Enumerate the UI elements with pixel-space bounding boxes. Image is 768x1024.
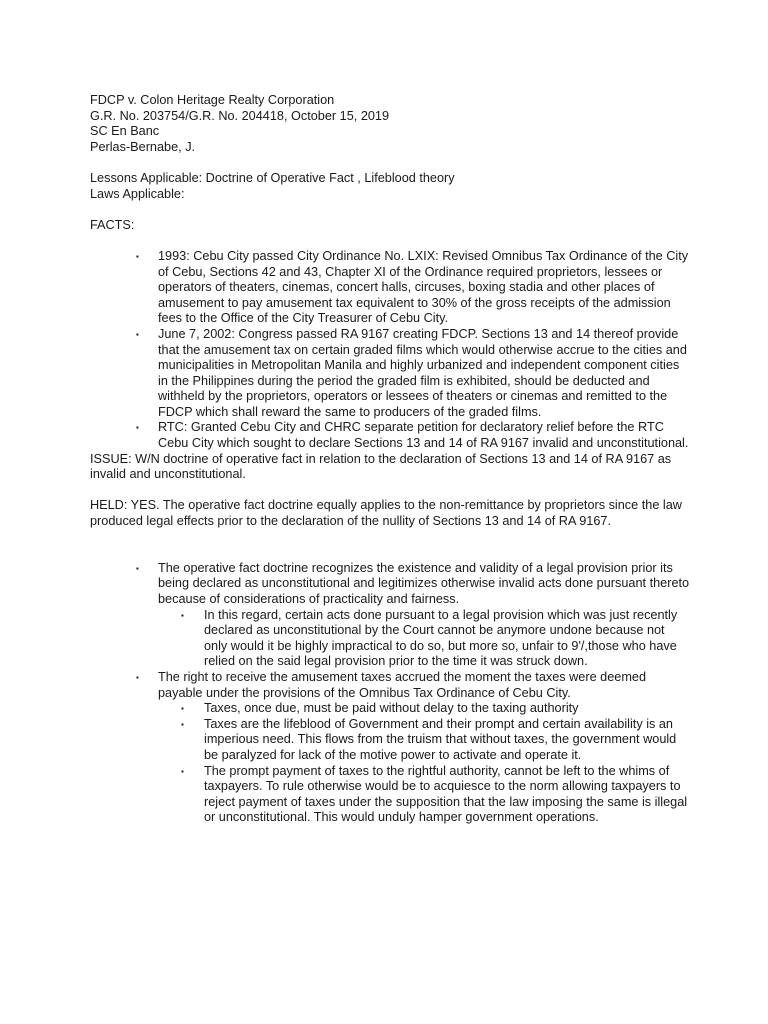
gr-number: G.R. No. 203754/G.R. No. 204418, October 15, 2019 bbox=[90, 108, 390, 123]
ratio-text: The operative fact doctrine recognizes the existence and validity of a legal provision prior its being declared as unconstitutional and legitimizes otherwise invalid acts done pursuant thereto because of considerations of practicality and fairness. bbox=[158, 560, 690, 606]
ratio-sublist bbox=[158, 701, 690, 826]
bullet-icon: ▪ bbox=[136, 251, 139, 261]
spacer bbox=[90, 233, 690, 249]
bullet-icon: ▪ bbox=[136, 672, 139, 682]
issue-paragraph: ISSUE: W/N doctrine of operative fact in relation to the declaration of Sections 13 and 14 of RA 9167 as invalid and unconstitutional. bbox=[90, 451, 672, 482]
ratio-subitem bbox=[158, 717, 690, 764]
spacer bbox=[90, 545, 690, 561]
laws-applicable: Laws Applicable: bbox=[90, 186, 185, 201]
bullet-icon: ▪ bbox=[136, 329, 139, 339]
bullet-icon: ▪ bbox=[181, 704, 184, 714]
spacer bbox=[90, 483, 690, 499]
spacer bbox=[90, 202, 690, 218]
fact-text: 1993: Cebu City passed City Ordinance No. LXIX: Revised Omnibus Tax Ordinance of the City of Cebu, Sections 42 and 43, Chapter XI of the Ordinance required proprietors, lessees or operators of theaters, cinemas, concert halls, circuses, boxing stadia and other places of amusement to pay amusement tax equivalent to 30% of the gross receipts of the admission fees to the Office of the City Treasurer of Cebu City. bbox=[158, 248, 689, 326]
held-paragraph: HELD: YES. The operative fact doctrine equally applies to the non-remittance by proprietors since the law produced legal effects prior to the declaration of the nullity of Sections 13 and 14 of RA 9167. bbox=[90, 498, 682, 529]
ratio-list-item bbox=[90, 670, 690, 826]
ratio-sublist bbox=[158, 608, 690, 670]
ratio-subitem bbox=[158, 608, 690, 670]
ponente: Perlas-Bernabe, J. bbox=[90, 139, 196, 154]
lessons-applicable: Lessons Applicable: Doctrine of Operative Fact , Lifeblood theory bbox=[90, 170, 455, 185]
spacer bbox=[90, 530, 690, 546]
bullet-icon: ▪ bbox=[181, 766, 184, 776]
ratio-subitem-text: In this regard, certain acts done pursuant to a legal provision which was just recently declared as unconstitutional by the Court cannot be anymore undone because not only would it be highly impractical to do so, but more so, unfair to 9'/,those who have relied on the said legal provision prior to the time it was struck down. bbox=[204, 607, 678, 669]
facts-heading: FACTS: bbox=[90, 217, 135, 232]
document-body bbox=[90, 93, 690, 826]
facts-list-item bbox=[90, 420, 690, 451]
fact-text: June 7, 2002: Congress passed RA 9167 creating FDCP. Sections 13 and 14 thereof provide that the amusement tax on certain graded films which would otherwise accrue to the cities and municipalities in Metropolitan Manila and highly urbanized and independent component cities in the Philippines during the period the graded film is exhibited, should be deducted and withheld by the proprietors, operators or lessees of theaters or cinemas and remitted to the FDCP which shall reward the same to producers of the graded films. bbox=[158, 326, 687, 419]
ratio-subitem-text: Taxes, once due, must be paid without delay to the taxing authority bbox=[204, 701, 579, 716]
ratio-list bbox=[90, 561, 690, 826]
court-division: SC En Banc bbox=[90, 124, 160, 139]
ratio-subitem-text: Taxes are the lifeblood of Government and their prompt and certain availability is an imperious need. This flows from the truism that without taxes, the government would be paralyzed for lack of the motive power to activate and operate it. bbox=[204, 716, 677, 762]
facts-list-item bbox=[90, 249, 690, 327]
fact-text: RTC: Granted Cebu City and CHRC separate petition for declaratory relief before the RTC Cebu City which sought to declare Sections 13 and 14 of RA 9167 invalid and unconstitutional. bbox=[158, 420, 689, 451]
facts-list bbox=[90, 249, 690, 452]
ratio-subitem bbox=[158, 701, 690, 717]
bullet-icon: ▪ bbox=[136, 423, 139, 433]
case-title: FDCP v. Colon Heritage Realty Corporation bbox=[90, 93, 335, 107]
bullet-icon: ▪ bbox=[181, 719, 184, 729]
ratio-text: The right to receive the amusement taxes accrued the moment the taxes were deemed payable under the provisions of the Omnibus Tax Ordinance of Cebu City. bbox=[158, 669, 647, 700]
facts-list-item bbox=[90, 327, 690, 421]
ratio-list-item bbox=[90, 561, 690, 670]
ratio-subitem-text: The prompt payment of taxes to the rightful authority, cannot be left to the whims of taxpayers. To rule otherwise would be to acquiesce to the norm allowing taxpayers to reject payment of taxes under the supposition that the law imposing the same is illegal or unconstitutional. This would unduly hamper government operations. bbox=[204, 763, 688, 825]
bullet-icon: ▪ bbox=[181, 610, 184, 620]
ratio-subitem bbox=[158, 764, 690, 826]
bullet-icon: ▪ bbox=[136, 563, 139, 573]
spacer bbox=[90, 155, 690, 171]
